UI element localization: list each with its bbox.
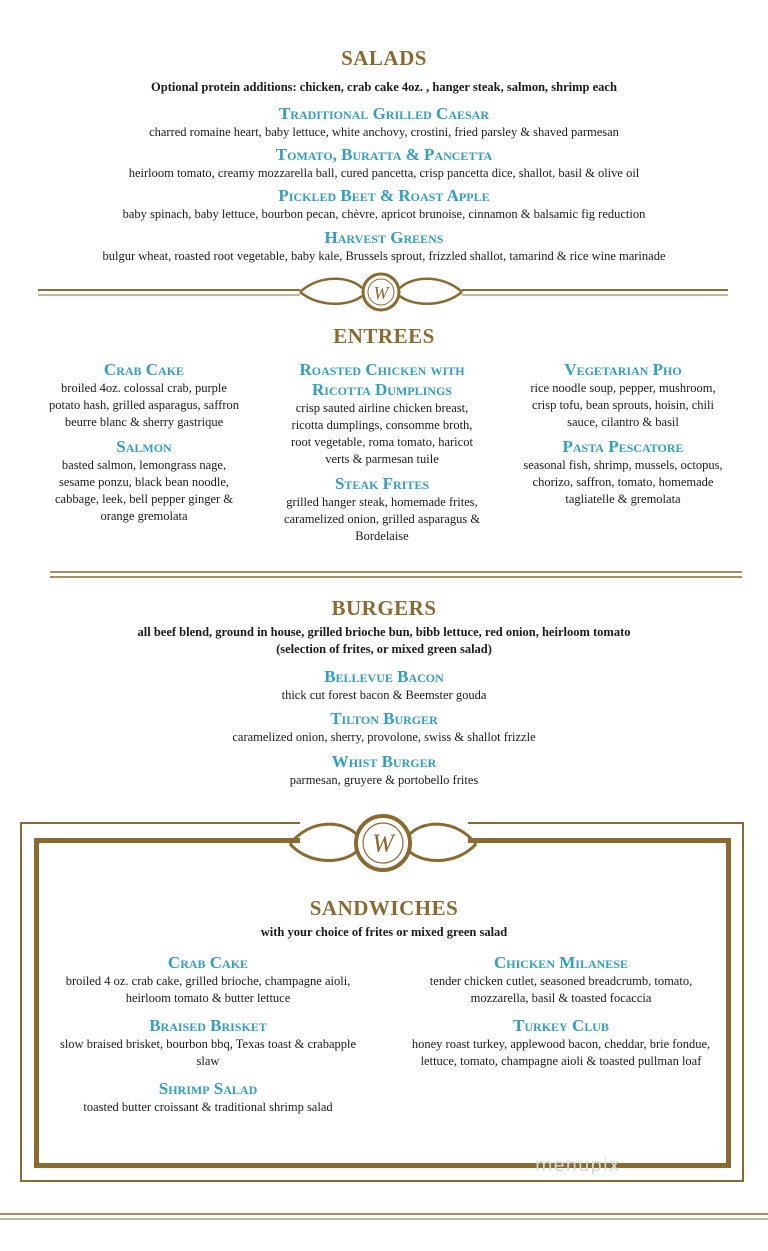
sandwich-name: Crab Cake <box>167 953 249 972</box>
entree-desc: broiled 4oz. colossal crab, purple potato hash, grilled asparagus, saffron beurre blanc & sherry gastrique <box>49 381 239 429</box>
salad-item <box>0 104 768 141</box>
sandwich-name: Braised Brisket <box>149 1016 267 1035</box>
entrees-column-3 <box>518 360 728 508</box>
salad-name: Tomato, Buratta & Pancetta <box>275 145 493 164</box>
burgers-title: BURGERS <box>331 596 437 620</box>
sandwich-desc: broiled 4 oz. crab cake, grilled brioche, champagne aioli, heirloom tomato & butter lettuce <box>65 974 351 1005</box>
burger-item <box>0 752 768 789</box>
entrees-column-2 <box>280 360 484 545</box>
burger-name: Tilton Burger <box>330 709 438 728</box>
logo-letter: W <box>373 283 389 303</box>
salad-name: Harvest Greens <box>324 228 444 247</box>
sandwich-desc: honey roast turkey, applewood bacon, cheddar, brie fondue, lettuce, tomato, champagne aioli & toasted pullman loaf <box>411 1037 711 1068</box>
burger-name: Bellevue Bacon <box>324 667 444 686</box>
entree-desc: crisp sauted airline chicken breast, ricotta dumplings, consomme broth, root vegetable, roma tomato, haricot verts & parmesan tuile <box>291 401 473 466</box>
double-line-divider <box>0 568 768 582</box>
sandwich-desc: tender chicken cutlet, seasoned breadcrumb, tomato, mozzarella, basil & toasted focaccia <box>429 974 693 1005</box>
sandwiches-subtitle: with your choice of frites or mixed green salad <box>260 925 508 939</box>
salad-desc: baby spinach, baby lettuce, bourbon pecan, chèvre, apricot brunoise, cinnamon & balsamic fig reduction <box>122 207 646 221</box>
entree-name: Crab Cake <box>103 360 185 379</box>
entree-name: Vegetarian Pho <box>564 360 682 379</box>
entrees-title: ENTREES <box>333 324 435 348</box>
entree-name: Pasta Pescatore <box>562 437 684 456</box>
entree-name: Roasted Chicken with Ricotta Dumplings <box>299 360 465 399</box>
salad-name: Traditional Grilled Caesar <box>278 104 490 123</box>
salad-item <box>0 228 768 265</box>
salad-item <box>0 186 768 223</box>
sandwich-desc: toasted butter croissant & traditional shrimp salad <box>83 1100 333 1114</box>
entrees-column-1 <box>44 360 244 525</box>
salads-title: SALADS <box>341 46 427 70</box>
watermark-text: menupix <box>535 1155 621 1176</box>
burger-name: Whist Burger <box>331 752 437 771</box>
salad-name: Pickled Beet & Roast Apple <box>278 186 490 205</box>
salad-desc: bulgur wheat, roasted root vegetable, baby kale, Brussels sprout, frizzled shallot, tamarind & rice wine marinade <box>102 249 666 263</box>
logo-letter: W <box>372 829 394 858</box>
sandwich-name: Shrimp Salad <box>158 1079 258 1098</box>
entree-desc: basted salmon, lemongrass nage, sesame ponzu, black bean noodle, cabbage, leek, bell pepper ginger & orange gremolata <box>54 458 234 523</box>
salads-subtitle: Optional protein additions: chicken, crab cake 4oz. , hanger steak, salmon, shrimp each <box>151 80 617 94</box>
sandwich-desc: slow braised brisket, bourbon bbq, Texas toast & crabapple slaw <box>59 1037 357 1068</box>
burgers-subtitle-note: (selection of frites, or mixed green salad) <box>276 642 492 656</box>
burger-item <box>0 709 768 746</box>
sandwiches-column-left <box>58 953 358 1116</box>
bottom-double-line <box>0 1210 768 1224</box>
sandwiches-column-right <box>408 953 714 1070</box>
burgers-subtitle: all beef blend, ground in house, grilled brioche bun, bibb lettuce, red onion, heirloom tomato <box>137 625 631 639</box>
burger-desc: thick cut forest bacon & Beemster gouda <box>281 688 487 702</box>
sandwich-name: Chicken Milanese <box>494 953 628 972</box>
salad-item <box>0 145 768 182</box>
sandwiches-title: SANDWICHES <box>309 896 459 920</box>
salad-desc: heirloom tomato, creamy mozzarella ball, cured pancetta, crisp pancetta dice, shallot, basil & olive oil <box>128 166 640 180</box>
salad-desc: charred romaine heart, baby lettuce, white anchovy, crostini, fried parsley & shaved parmesan <box>149 125 619 139</box>
burger-desc: parmesan, gruyere & portobello frites <box>289 773 479 787</box>
ornament-divider-1 <box>0 272 768 316</box>
entree-desc: grilled hanger steak, homemade frites, caramelized onion, grilled asparagus & Bordelaise <box>283 495 481 543</box>
burger-item <box>0 667 768 704</box>
sandwich-name: Turkey Club <box>513 1016 609 1035</box>
ornament-logo-top <box>0 806 768 876</box>
entree-name: Salmon <box>116 437 172 456</box>
entree-desc: seasonal fish, shrimp, mussels, octopus, chorizo, saffron, tomato, homemade tagliatelle & gremolata <box>523 458 723 506</box>
burger-desc: caramelized onion, sherry, provolone, swiss & shallot frizzle <box>232 730 536 744</box>
entree-name: Steak Frites <box>334 474 430 493</box>
entree-desc: rice noodle soup, pepper, mushroom, crisp tofu, bean sprouts, hoisin, chili sauce, cilantro & basil <box>530 381 716 429</box>
